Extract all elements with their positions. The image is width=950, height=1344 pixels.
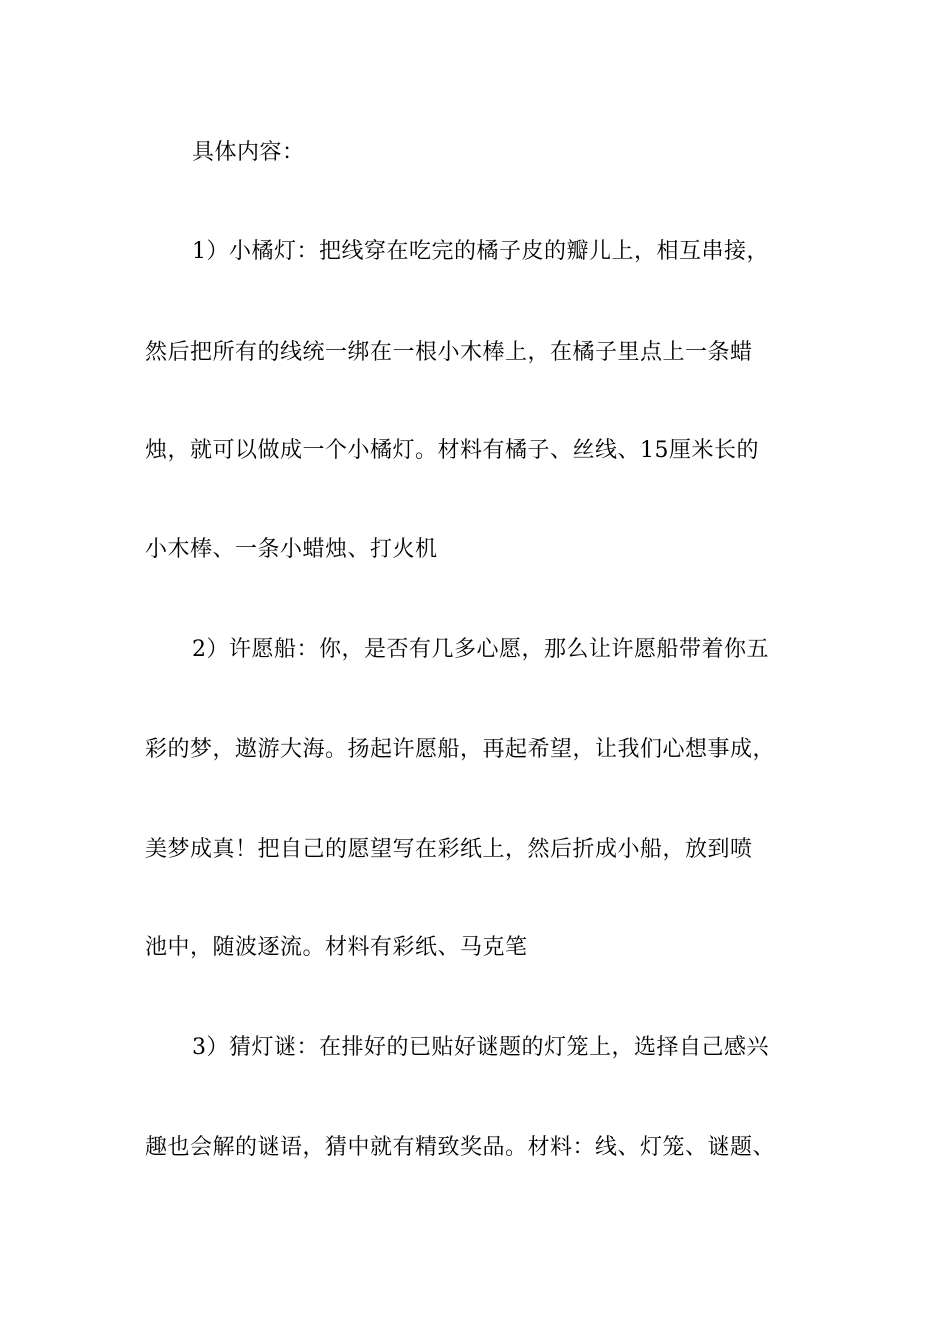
- paragraph-line: 3）猜灯谜：在排好的已贴好谜题的灯笼上，选择自己感兴: [192, 1035, 769, 1060]
- paragraph-line: 1）小橘灯：把线穿在吃完的橘子皮的瓣儿上，相互串接，: [192, 239, 769, 264]
- paragraph-line: 美梦成真！把自己的愿望写在彩纸上，然后折成小船，放到喷: [145, 837, 753, 862]
- section-heading: 具体内容：: [192, 140, 305, 165]
- paragraph-line: 趣也会解的谜语，猜中就有精致奖品。材料：线、灯笼、谜题、: [145, 1135, 776, 1160]
- paragraph-line: 池中，随波逐流。材料有彩纸、马克笔: [145, 935, 528, 960]
- paragraph-line: 烛，就可以做成一个小橘灯。材料有橘子、丝线、15厘米长的: [145, 438, 759, 463]
- paragraph-line: 2）许愿船：你，是否有几多心愿，那么让许愿船带着你五: [192, 637, 769, 662]
- paragraph-line: 彩的梦，遨游大海。扬起许愿船，再起希望，让我们心想事成，: [145, 737, 776, 762]
- paragraph-line: 然后把所有的线统一绑在一根小木棒上，在橘子里点上一条蜡: [145, 340, 753, 365]
- paragraph-line: 小木棒、一条小蜡烛、打火机: [145, 537, 438, 562]
